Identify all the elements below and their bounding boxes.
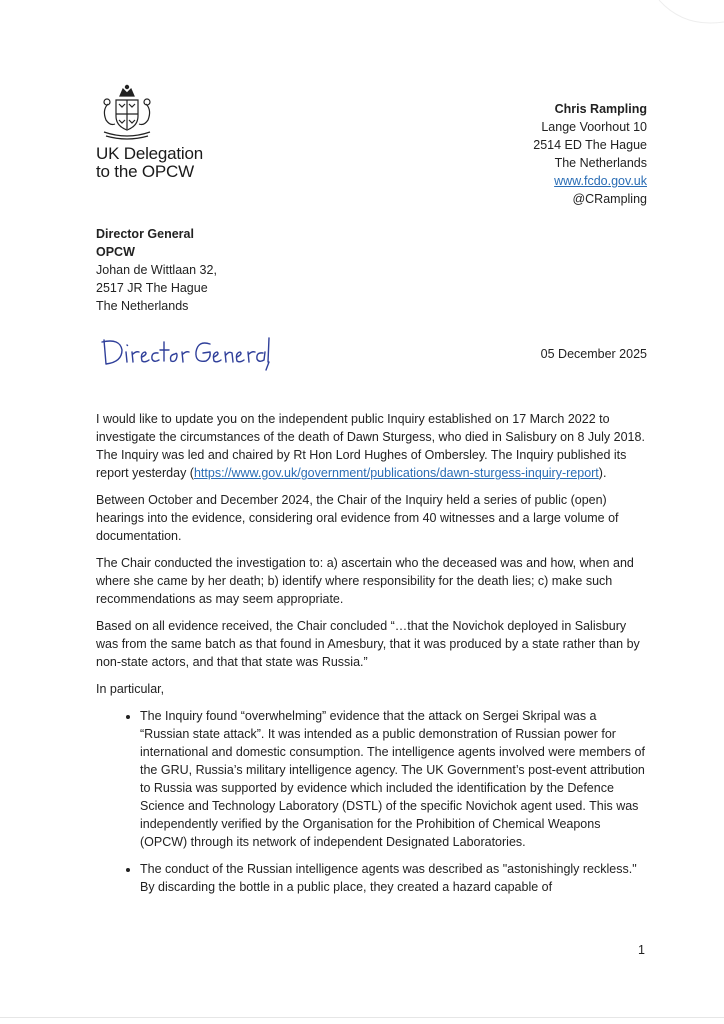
letter-date: 05 December 2025 (540, 347, 647, 361)
recipient-address-line-2: 2517 JR The Hague (96, 281, 208, 295)
list-item: • The Inquiry found “overwhelming” evidence that the attack on Sergei Skripal was a “Russian state attack”. It was intended as a public demonstration of Russian power for international and domestic consumption. The intelligence agents involved were members of the GRU, Russia’s military intelligence agency. The UK Government’s post-event attribution to Russia was supported by evidence which included the identification by the Defence Science and Technology Laboratory (DSTL) of the specific Novichok agent used. This was independently verified by the Organisation for the Prohibition of Chemical Weapons (OPCW) through its network of independent Designated Laboratories. (140, 707, 646, 851)
recipient-address-line-1: Johan de Wittlaan 32, (96, 263, 217, 277)
letter-body (96, 410, 646, 905)
royal-coat-of-arms-icon (96, 84, 158, 142)
sender-website-link[interactable]: www.fcdo.gov.uk (554, 174, 647, 188)
handwritten-salutation (98, 330, 273, 372)
sender-address-block (533, 100, 647, 208)
organisation-name (96, 145, 203, 181)
paragraph-4: Based on all evidence received, the Chair concluded “…that the Novichok deployed in Salisbury was from the same batch as that found in Amesbury, that it was produced by a state rather than by non-state actors, and that that state was Russia.” (96, 619, 640, 669)
recipient-address-block (96, 225, 217, 315)
recipient-org: OPCW (96, 245, 135, 259)
findings-list (96, 707, 646, 896)
paragraph-1 (96, 410, 646, 482)
list-item: • The conduct of the Russian intelligence agents was described as "astonishingly reckless." By discarding the bottle in a public place, they created a hazard capable of (140, 860, 646, 896)
scan-edge-line (0, 1017, 724, 1018)
sender-address-line-2: 2514 ED The Hague (533, 138, 647, 152)
organisation-line-1: UK Delegation (96, 144, 204, 163)
recipient-country: The Netherlands (96, 299, 189, 313)
scan-corner-mark (654, 0, 724, 30)
paragraph-1-end: ). (598, 466, 607, 480)
sender-address-line-1: Lange Voorhout 10 (541, 120, 647, 134)
paragraph-1-text: I would like to update you on the independent public Inquiry established on 17 March 2022 to investigate the circumstances of the death of Dawn Sturgess, who died in Salisbury on 8 July 2018. The Inquiry was led and chaired by Rt Hon Lord Hughes of Ombersley. The Inquiry published its report yesterday ( (96, 412, 645, 480)
sender-country: The Netherlands (554, 156, 647, 170)
sender-social-handle: @CRampling (572, 192, 647, 206)
organisation-line-2: to the OPCW (96, 162, 194, 181)
page-number: 1 (638, 943, 645, 957)
paragraph-2: Between October and December 2024, the Chair of the Inquiry held a series of public (open) hearings into the evidence, considering oral evidence from 40 witnesses and a large volume of documentation. (96, 493, 619, 543)
inquiry-report-link[interactable]: https://www.gov.uk/government/publications/dawn-sturgess-inquiry-report (193, 466, 599, 480)
recipient-title: Director General (96, 227, 194, 241)
paragraph-3: The Chair conducted the investigation to: a) ascertain who the deceased was and how, when and where she came by her death; b) identify where responsibility for the death lies; c) make such recommendations as may seem appropriate. (96, 556, 634, 606)
paragraph-5: In particular, (96, 682, 165, 696)
sender-name: Chris Rampling (554, 102, 647, 116)
